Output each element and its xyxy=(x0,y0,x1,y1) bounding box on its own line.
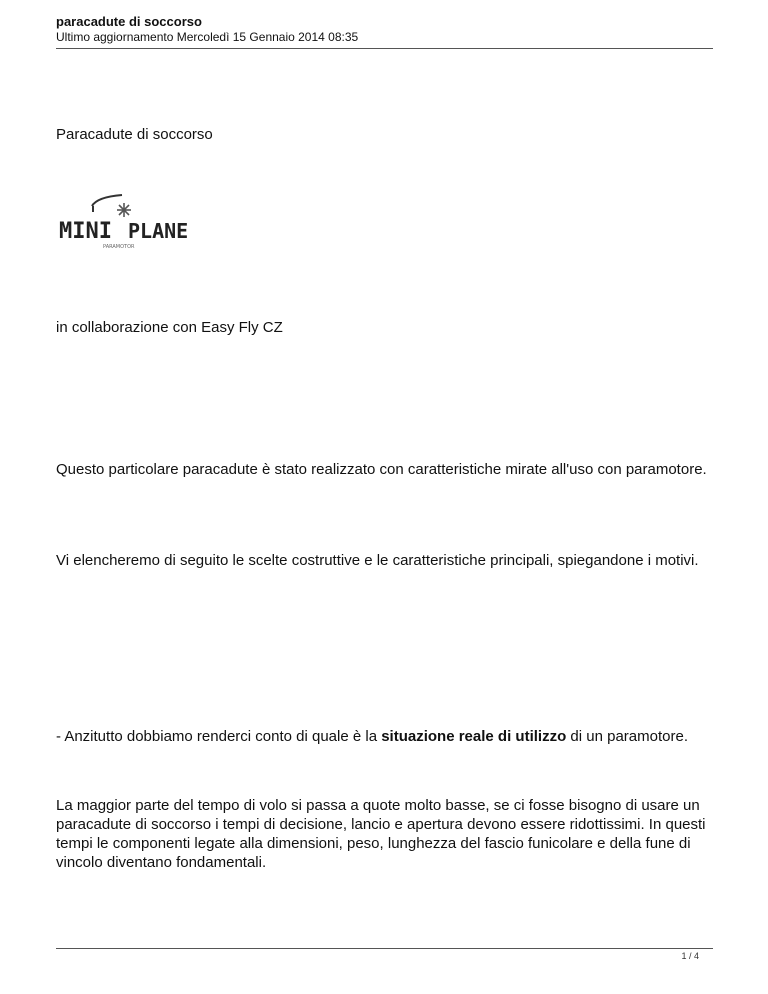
paragraph-overview: Vi elencheremo di seguito le scelte costruttive e le caratteristiche principali, spiegandone i motivi. xyxy=(56,552,699,569)
header-divider xyxy=(56,48,713,49)
page-heading: Paracadute di soccorso xyxy=(56,126,213,143)
paragraph-usage xyxy=(56,727,716,746)
footer-divider xyxy=(56,948,713,949)
logo-text-right: PLANE xyxy=(128,219,189,243)
page-number: 1 / 4 xyxy=(681,951,699,961)
usage-text-before: - Anzitutto dobbiamo renderci conto di quale è la xyxy=(56,728,382,745)
last-updated: Ultimo aggiornamento Mercoledì 15 Gennaio 2014 08:35 xyxy=(56,30,359,44)
miniplane-logo xyxy=(56,192,196,250)
paragraph-flight-time: La maggior parte del tempo di volo si passa a quote molto basse, se ci fosse bisogno di usare un paracadute di soccorso i tempi di decisione, lancio e apertura devono essere ridottissimi. In questi tempi le componenti legate alla dimensioni, peso, lunghezza del fascio funicolare e della fune di vincolo diventano fondamentali. xyxy=(56,797,706,871)
collaboration-note: in collaborazione con Easy Fly CZ xyxy=(56,319,283,336)
document-title: paracadute di soccorso xyxy=(56,14,202,29)
logo-text-left: MINI xyxy=(59,219,112,244)
page-header xyxy=(56,14,713,45)
usage-text-bold: situazione reale di utilizzo xyxy=(381,728,567,745)
usage-text-after: di un paramotore. xyxy=(566,728,688,745)
logo-tagline: PARAMOTOR xyxy=(103,244,135,250)
paragraph-intro: Questo particolare paracadute è stato realizzato con caratteristiche mirate all'uso con paramotore. xyxy=(56,461,707,478)
